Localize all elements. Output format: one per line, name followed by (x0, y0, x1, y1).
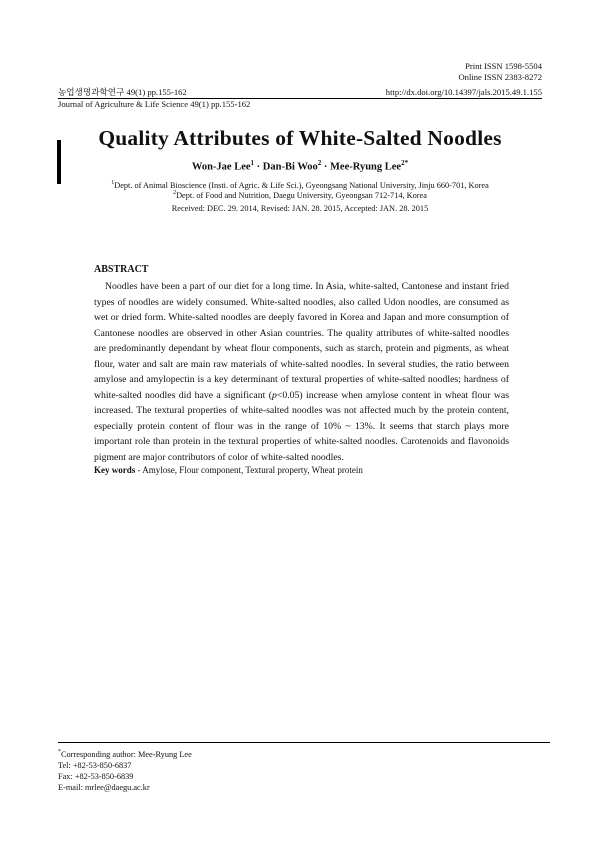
abstract-text: Noodles have been a part of our diet for a long time. In Asia, white-salted, Cantonese and instant fried types of noodles are widely consumed. White-salted noodles, also called Udon noodles, are consumed as wet or dried form. White-salted noodles are deeply favored in Korea and Japan and more consumption of Cantonese noodles are observed in other Asian countries. The quality attributes of white-salted noodles are predominantly dependant by wheat flour components, such as starch, protein and pigments, as wheat flour, water and salt are main raw materials of white-salted noodles. In several studies, the ratio between amylose and amylopectin is a key determinant of textural properties of white-salted noodles; hardness of white-salted noodles did have a significant ( (94, 281, 509, 401)
abstract-heading: ABSTRACT (94, 264, 149, 275)
email[interactable]: E-mail: mrlee@daegu.ac.kr (58, 783, 150, 793)
author-separator: · (254, 161, 263, 173)
abstract-text: <0.05) increase when amylose content in wheat flour was increased. The textural properties of white-salted noodles was not affected much by the protein content, especially protein content of flour was in the range of 10% ~ 13%. It seems that starch plays more important role than protein in the textural properties of white-salted noodles. Carotenoids and flavonoids pigment are major contributors of color of white-salted noodles. (94, 389, 510, 463)
author-affiliation-mark: 2 (317, 159, 322, 167)
journal-header-line (58, 87, 542, 98)
affiliation-mark: 1 (111, 180, 115, 186)
author-name: Won-Jae Lee (191, 161, 251, 173)
corresponding-author: *Corresponding author: Mee-Ryung Lee (58, 749, 192, 759)
issn-block (458, 61, 542, 83)
telephone: Tel: +82-53-850-6837 (58, 760, 132, 770)
author-name: Dan-Bi Woo (262, 161, 318, 173)
paper-title: Quality Attributes of White-Salted Noodles (98, 126, 502, 150)
abstract-body (94, 279, 509, 465)
print-issn: Print ISSN 1598-5504 (465, 61, 542, 71)
corresponding-footnote (58, 747, 192, 794)
footnote-rule (58, 742, 550, 743)
journal-korean-citation: 농업생명과학연구 49(1) pp.155-162 (58, 87, 187, 97)
author-name: Mee-Ryung Lee (330, 161, 402, 173)
affiliation-text: Dept. of Animal Bioscience (Insti. of Agric. & Life Sci.), Gyeongsang National University, Jinju 660-701, Korea (114, 180, 489, 190)
affiliation-text: Dept. of Food and Nutrition, Daegu University, Gyeongsan 712-714, Korea (176, 190, 427, 200)
online-issn: Online ISSN 2383-8272 (458, 72, 542, 82)
submission-dates: Received: DEC. 29. 2014, Revised: JAN. 28. 2015, Accepted: JAN. 28. 2015 (171, 204, 429, 213)
doi-link[interactable]: http://dx.doi.org/10.14397/jals.2015.49.1.155 (385, 87, 542, 97)
keywords-label: Key words (94, 465, 136, 475)
author-list (0, 159, 600, 173)
keywords (94, 465, 363, 475)
affiliation-2 (0, 188, 600, 201)
keywords-text: - Amylose, Flour component, Textural property, Wheat protein (135, 465, 363, 475)
author-separator: · (321, 161, 331, 173)
p-value-symbol: p (271, 389, 277, 401)
author-affiliation-mark: 2* (401, 159, 409, 167)
corresponding-mark: * (58, 749, 61, 755)
author-affiliation-mark: 1 (250, 159, 255, 167)
fax: Fax: +82-53-850-6839 (58, 772, 134, 782)
journal-english-citation: Journal of Agriculture & Life Science 49(1) pp.155-162 (58, 99, 251, 109)
affiliation-mark: 2 (173, 190, 177, 196)
